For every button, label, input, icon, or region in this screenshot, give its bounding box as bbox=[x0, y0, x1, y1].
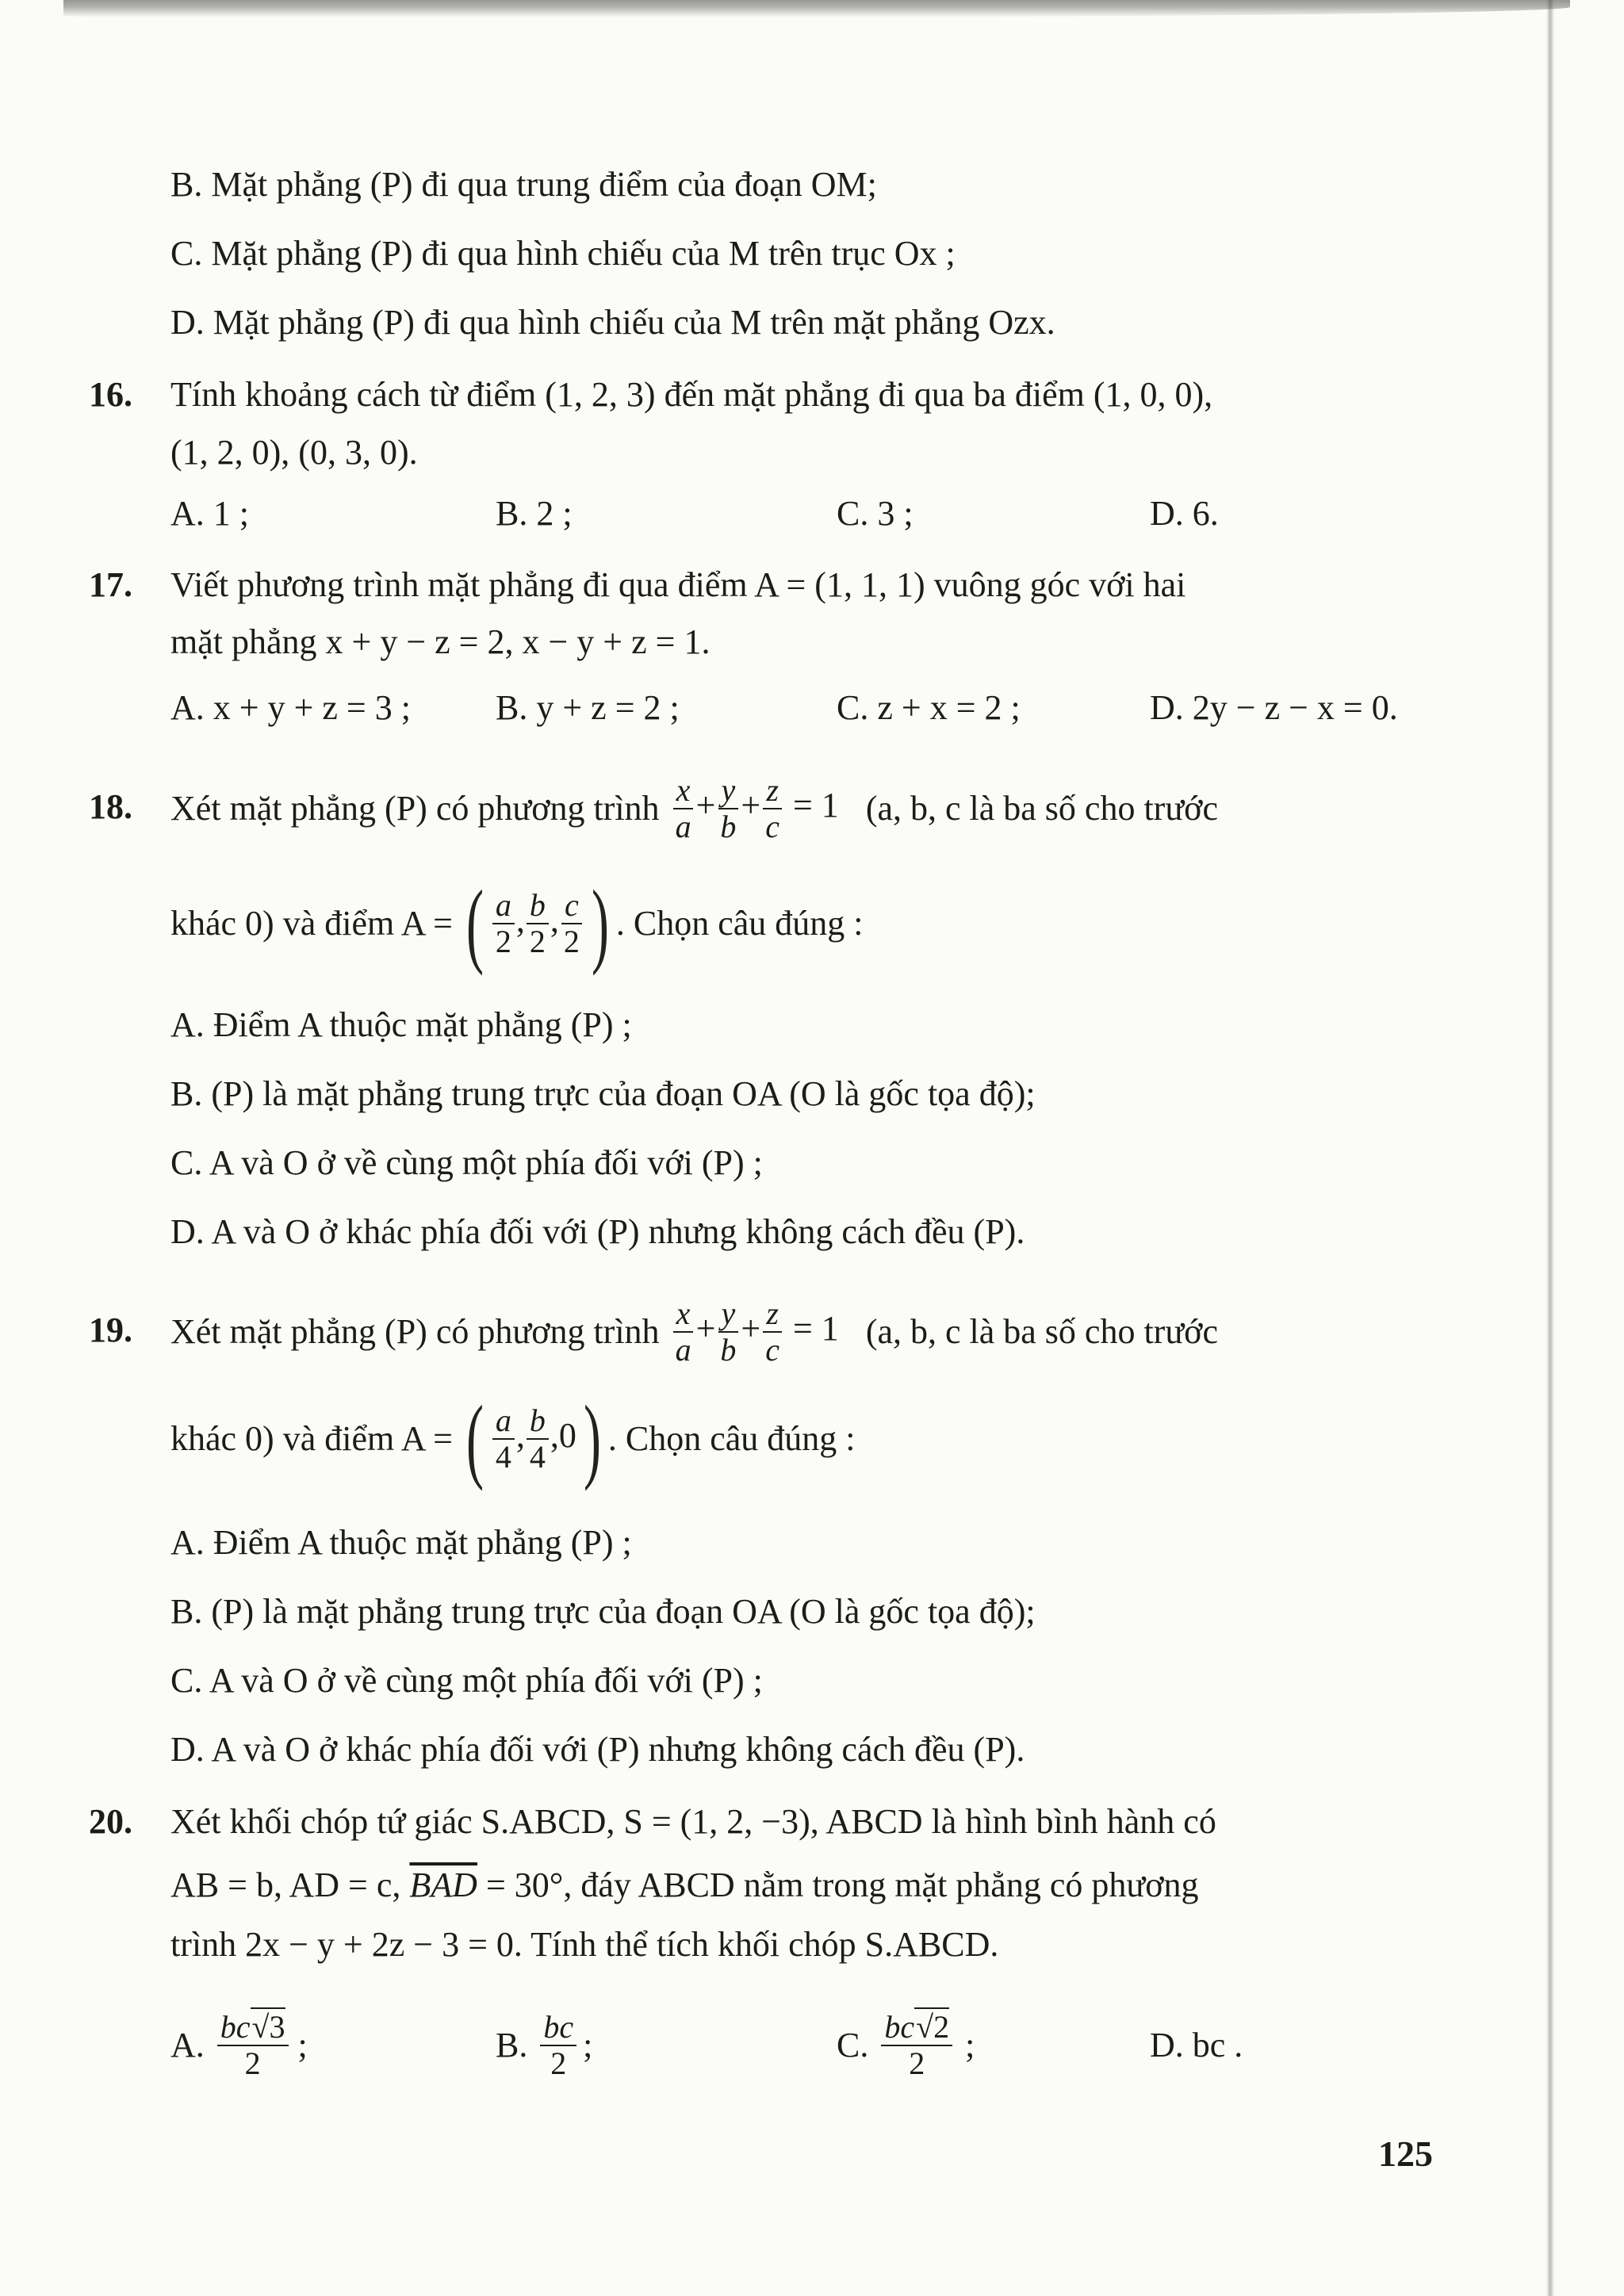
q20-text-line3: trình 2x − y + 2z − 3 = 0. Tính thể tích khối chóp S.ABCD. bbox=[170, 1925, 999, 1964]
q19-line1-suffix: (a, b, c là ba số cho trước bbox=[865, 1312, 1218, 1351]
q19-line2 bbox=[170, 1383, 856, 1494]
fraction-x-over-a: $\frac{x}{a}$ bbox=[672, 1296, 695, 1368]
q18-line1-suffix: (a, b, c là ba số cho trước bbox=[865, 789, 1218, 828]
scan-edge-top bbox=[63, 0, 1570, 17]
q18-option-a: A. Điểm A thuộc mặt phẳng (P) ; bbox=[170, 1005, 632, 1044]
fraction-bc-sqrt3-over-2: $\frac{bc√3}{2}$ bbox=[217, 2010, 289, 2081]
fraction-x-over-a: $\frac{x}{a}$ bbox=[672, 773, 695, 844]
q16-option-b: B. 2 ; bbox=[496, 494, 573, 533]
fraction-y-over-b: $\frac{y}{b}$ bbox=[717, 773, 739, 844]
q18-line1 bbox=[170, 761, 1218, 856]
q16-option-d: D. 6. bbox=[1150, 494, 1219, 533]
q19-number: 19. bbox=[89, 1311, 132, 1349]
q15-option-c: C. Mặt phẳng (P) đi qua hình chiếu của M trên trục Ox ; bbox=[170, 234, 956, 273]
q17-option-a: A. x + y + z = 3 ; bbox=[170, 688, 411, 727]
q17-option-d: D. 2y − z − x = 0. bbox=[1150, 688, 1398, 727]
q17-text-line2: mặt phẳng x + y − z = 2, x − y + z = 1. bbox=[170, 622, 710, 661]
q18-point-a: ( $\frac{a}{2}$ , $\frac{b}{2}$ , $\frac{c}{2}$ ) bbox=[465, 871, 609, 976]
q18-option-d: D. A và O ở khác phía đối với (P) nhưng không cách đều (P). bbox=[170, 1212, 1025, 1251]
q20-text-line1: Xét khối chóp tứ giác S.ABCD, S = (1, 2, −3), ABCD là hình bình hành có bbox=[170, 1802, 1216, 1841]
q18-option-b: B. (P) là mặt phẳng trung trực của đoạn OA (O là gốc tọa độ); bbox=[170, 1074, 1036, 1113]
q19-line1 bbox=[170, 1284, 1218, 1380]
q17-text-line1: Viết phương trình mặt phẳng đi qua điểm A = (1, 1, 1) vuông góc với hai bbox=[170, 565, 1186, 604]
page-number: 125 bbox=[1378, 2133, 1433, 2174]
q15-option-d: D. Mặt phẳng (P) đi qua hình chiếu của M trên mặt phẳng Ozx. bbox=[170, 303, 1055, 342]
q17-option-c: C. z + x = 2 ; bbox=[837, 688, 1021, 727]
q19-point-a: ( $\frac{a}{4}$ , $\frac{b}{4}$ ,0) bbox=[465, 1386, 601, 1491]
q20-line2-start: AB = b, AD = c, bbox=[170, 1866, 401, 1904]
q16-option-c: C. 3 ; bbox=[837, 494, 914, 533]
q19-plane-equation: $\frac{x}{a}$ + $\frac{y}{b}$ + $\frac{z}{c}$ = 1 bbox=[671, 1296, 839, 1368]
q19-option-a: A. Điểm A thuộc mặt phẳng (P) ; bbox=[170, 1523, 632, 1562]
q18-line1-prefix: Xét mặt phẳng (P) có phương trình bbox=[170, 789, 660, 828]
q20-angle-bad: $\overline{BAD}$ bbox=[409, 1866, 477, 1904]
q20-text-line2 bbox=[170, 1863, 1198, 1908]
q18-plane-equation: $\frac{x}{a}$ + $\frac{y}{b}$ + $\frac{z}{c}$ = 1 bbox=[671, 773, 839, 844]
q16-text-line2: (1, 2, 0), (0, 3, 0). bbox=[170, 433, 418, 472]
q20-number: 20. bbox=[89, 1802, 132, 1841]
q16-option-a: A. 1 ; bbox=[170, 494, 249, 533]
q19-line2-prefix: khác 0) và điểm A = bbox=[170, 1419, 453, 1458]
q20-option-d: D. bc . bbox=[1150, 2026, 1243, 2064]
q17-option-b: B. y + z = 2 ; bbox=[496, 688, 680, 727]
q18-line2-prefix: khác 0) và điểm A = bbox=[170, 904, 453, 943]
q19-line1-prefix: Xét mặt phẳng (P) có phương trình bbox=[170, 1312, 660, 1351]
q20-option-a: A. $\frac{bc√3}{2}$ ; bbox=[170, 2009, 308, 2081]
q19-line2-suffix: . Chọn câu đúng : bbox=[607, 1419, 856, 1458]
q17-number: 17. bbox=[89, 565, 132, 604]
q16-number: 16. bbox=[89, 375, 132, 414]
fraction-bc-over-2: $\frac{bc}{2}$ bbox=[540, 2010, 576, 2081]
q20-option-a-label: A. bbox=[170, 2026, 205, 2064]
q20-option-c: C. $\frac{bc√2}{2}$ ; bbox=[837, 2009, 975, 2081]
q20-line2-end: = 30°, đáy ABCD nằm trong mặt phẳng có phương bbox=[485, 1866, 1199, 1904]
q18-line2-suffix: . Chọn câu đúng : bbox=[615, 904, 864, 943]
q19-equation-rhs: = 1 bbox=[792, 1309, 839, 1349]
q18-line2 bbox=[170, 868, 864, 979]
q15-option-b: B. Mặt phẳng (P) đi qua trung điểm của đoạn OM; bbox=[170, 165, 877, 204]
q19-option-d: D. A và O ở khác phía đối với (P) nhưng không cách đều (P). bbox=[170, 1730, 1025, 1769]
q18-option-c: C. A và O ở về cùng một phía đối với (P) ; bbox=[170, 1143, 763, 1182]
q20-option-b: B. $\frac{bc}{2}$ ; bbox=[496, 2009, 593, 2081]
q18-number: 18. bbox=[89, 787, 132, 826]
q20-option-c-label: C. bbox=[837, 2026, 869, 2064]
q19-option-b: B. (P) là mặt phẳng trung trực của đoạn OA (O là gốc tọa độ); bbox=[170, 1592, 1036, 1631]
scan-edge-right bbox=[1546, 0, 1554, 2296]
fraction-z-over-c: $\frac{z}{c}$ bbox=[762, 773, 783, 844]
fraction-y-over-b: $\frac{y}{b}$ bbox=[717, 1296, 739, 1368]
fraction-z-over-c: $\frac{z}{c}$ bbox=[762, 1296, 783, 1368]
q20-option-b-label: B. bbox=[496, 2026, 528, 2064]
q19-option-c: C. A và O ở về cùng một phía đối với (P) ; bbox=[170, 1661, 763, 1700]
fraction-bc-sqrt2-over-2: $\frac{bc√2}{2}$ bbox=[881, 2010, 952, 2081]
q18-equation-rhs: = 1 bbox=[792, 786, 839, 825]
q16-text-line1: Tính khoảng cách từ điểm (1, 2, 3) đến mặt phẳng đi qua ba điểm (1, 0, 0), bbox=[170, 375, 1213, 414]
